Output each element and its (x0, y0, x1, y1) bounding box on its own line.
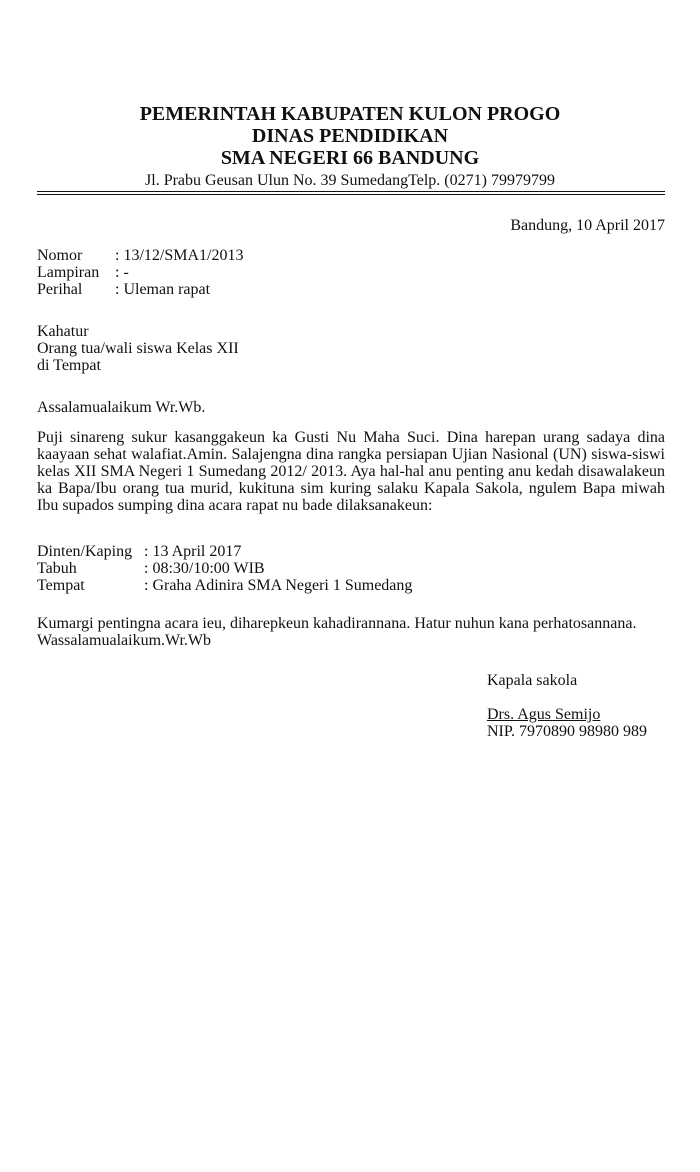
event-label: Tempat (37, 577, 85, 594)
closing-text: Kumargi pentingna acara ieu, diharepkeun kahadirannana. Hatur nuhun kana perhatosannana. (37, 615, 637, 632)
opening-greeting: Assalamualaikum Wr.Wb. (37, 399, 206, 416)
signature-nip: NIP. 7970890 98980 989 (487, 723, 648, 740)
recipient-salutation: Kahatur (37, 323, 89, 340)
letterhead (0, 103, 700, 190)
letterhead-address: Jl. Prabu Geusan Ulun No. 39 SumedangTelp. (0271) 79979799 (145, 172, 555, 189)
closing-greeting: Wassalamualaikum.Wr.Wb (37, 632, 212, 649)
event-row-date (37, 543, 412, 560)
body-paragraph: Puji sinareng sukur kasanggakeun ka Gusti Nu Maha Suci. Dina harepan urang sadaya dina kaayaan sehat walafiat.Amin. Salajengna dina rangka persiapan Ujian Nasional (UN) siswa-siswi kelas XII SMA Negeri 1 Sumedang 2012/ 2013. Aya hal-hal anu penting anu kedah disawalakeun ka Bapa/Ibu orang tua murid, kukituna sim kuring salaku Kapala Sakola, ngulem Bapa miwah Ibu supados sumping dina acara rapat nu bade dilaksanakeun: (37, 429, 665, 514)
meta-value: : Uleman rapat (115, 281, 211, 298)
letterhead-divider (37, 191, 665, 192)
meta-label: Perihal (37, 281, 83, 298)
event-details (37, 543, 412, 594)
meta-label: Nomor (37, 247, 83, 264)
recipient-block (37, 323, 239, 374)
event-value: : Graha Adinira SMA Negeri 1 Sumedang (144, 577, 413, 594)
signature-title: Kapala sakola (487, 672, 578, 689)
meta-row-lampiran (37, 264, 243, 281)
signature-name: Drs. Agus Semijo (487, 706, 601, 723)
event-label: Tabuh (37, 560, 77, 577)
event-row-place (37, 577, 412, 594)
meta-row-nomor (37, 247, 243, 264)
meta-row-perihal (37, 281, 243, 298)
letter-date: Bandung, 10 April 2017 (510, 217, 665, 234)
recipient-name: Orang tua/wali siswa Kelas XII (37, 340, 239, 357)
letter-meta (37, 247, 243, 298)
meta-value: : 13/12/SMA1/2013 (115, 247, 244, 264)
letterhead-divider-thin (37, 194, 665, 195)
recipient-place: di Tempat (37, 357, 101, 374)
event-value: : 08:30/10:00 WIB (144, 560, 265, 577)
letterhead-school: SMA NEGERI 66 BANDUNG (220, 147, 480, 169)
letterhead-department: DINAS PENDIDIKAN (251, 125, 449, 147)
event-row-time (37, 560, 412, 577)
meta-value: : - (115, 264, 129, 281)
event-value: : 13 April 2017 (144, 543, 242, 560)
closing-block (37, 615, 665, 649)
signature-block (487, 672, 647, 740)
event-label: Dinten/Kaping (37, 543, 133, 560)
letterhead-government: PEMERINTAH KABUPATEN KULON PROGO (139, 103, 561, 125)
meta-label: Lampiran (37, 264, 100, 281)
